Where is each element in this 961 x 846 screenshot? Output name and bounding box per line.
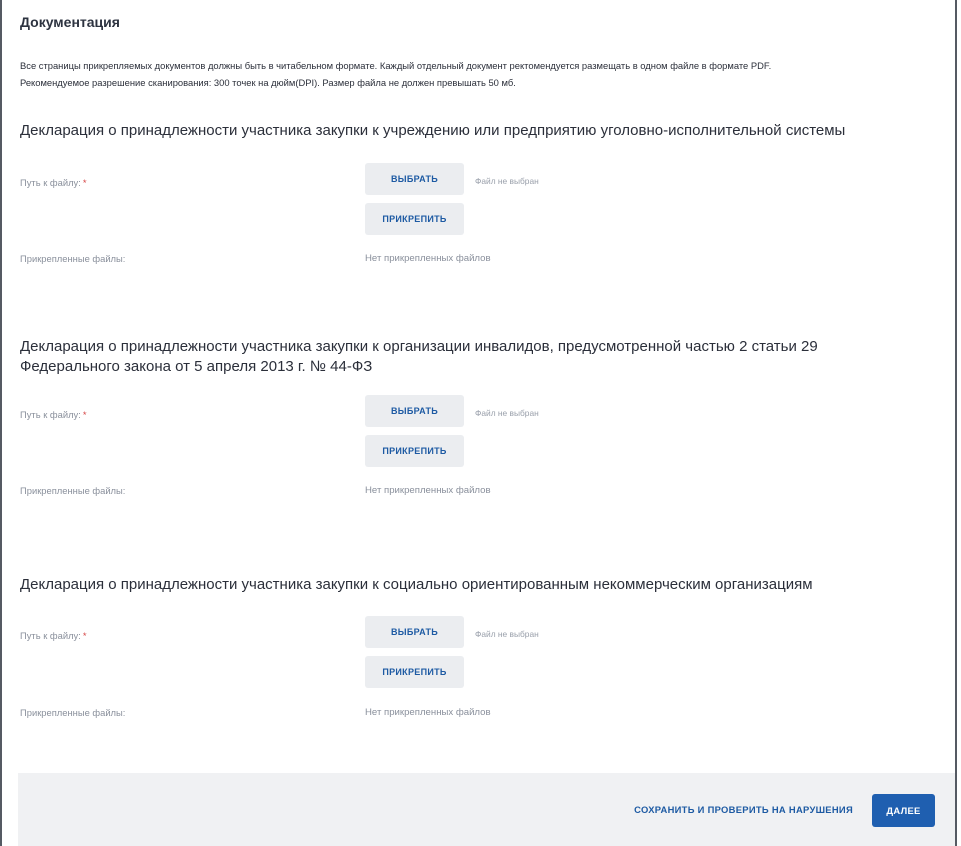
file-status-text: Файл не выбран xyxy=(475,176,539,186)
attach-button[interactable]: ПРИКРЕПИТЬ xyxy=(365,203,464,235)
file-status-text: Файл не выбран xyxy=(475,408,539,418)
attached-files-value: Нет прикрепленных файлов xyxy=(365,485,491,496)
section-title-disabled-org-text: Декларация о принадлежности участника закупки к организации инвалидов, предусмотренной частью 2 статьи 29 Федерального закона от 5 апреля 2013 г. № 44-ФЗ xyxy=(20,338,818,375)
intro-line-2: Рекомендуемое разрешение сканирования: 300 точек на дюйм(DPI). Размер файла не должен превышать 50 мб. xyxy=(20,77,516,88)
section-title-penitentiary: Декларация о принадлежности участника закупки к учреждению или предприятию уголовно-исполнительной системы xyxy=(20,122,846,139)
attach-button[interactable]: ПРИКРЕПИТЬ xyxy=(365,435,464,467)
file-path-label xyxy=(20,409,87,420)
required-mark: * xyxy=(82,177,87,188)
intro-line-1: Все страницы прикрепляемых документов должны быть в читабельном формате. Каждый отдельный документ ректомендуется размещать в одном файле в формате PDF. xyxy=(20,60,772,71)
file-path-label xyxy=(20,630,87,641)
file-path-label-text: Путь к файлу: xyxy=(20,177,81,188)
attached-files-label: Прикрепленные файлы: xyxy=(20,253,126,264)
attached-files-label: Прикрепленные файлы: xyxy=(20,485,126,496)
file-path-label-text: Путь к файлу: xyxy=(20,409,81,420)
choose-file-button[interactable]: ВЫБРАТЬ xyxy=(365,616,464,648)
choose-file-button[interactable]: ВЫБРАТЬ xyxy=(365,163,464,195)
file-path-label-text: Путь к файлу: xyxy=(20,630,81,641)
attach-button[interactable]: ПРИКРЕПИТЬ xyxy=(365,656,464,688)
file-path-label xyxy=(20,177,87,188)
attached-files-value: Нет прикрепленных файлов xyxy=(365,253,491,264)
file-status-text: Файл не выбран xyxy=(475,629,539,639)
required-mark: * xyxy=(82,630,87,641)
attached-files-label: Прикрепленные файлы: xyxy=(20,707,126,718)
section-title-nonprofit: Декларация о принадлежности участника закупки к социально ориентированным некоммерческим организациям xyxy=(20,576,813,593)
required-mark: * xyxy=(82,409,87,420)
page-title: Документация xyxy=(20,14,120,30)
section-title-disabled-org xyxy=(20,337,920,377)
attached-files-value: Нет прикрепленных файлов xyxy=(365,707,491,718)
next-button[interactable]: ДАЛЕЕ xyxy=(872,794,935,827)
footer-bar xyxy=(18,773,955,846)
intro-text xyxy=(20,57,920,91)
choose-file-button[interactable]: ВЫБРАТЬ xyxy=(365,395,464,427)
save-and-check-button[interactable]: СОХРАНИТЬ И ПРОВЕРИТЬ НА НАРУШЕНИЯ xyxy=(634,804,853,815)
